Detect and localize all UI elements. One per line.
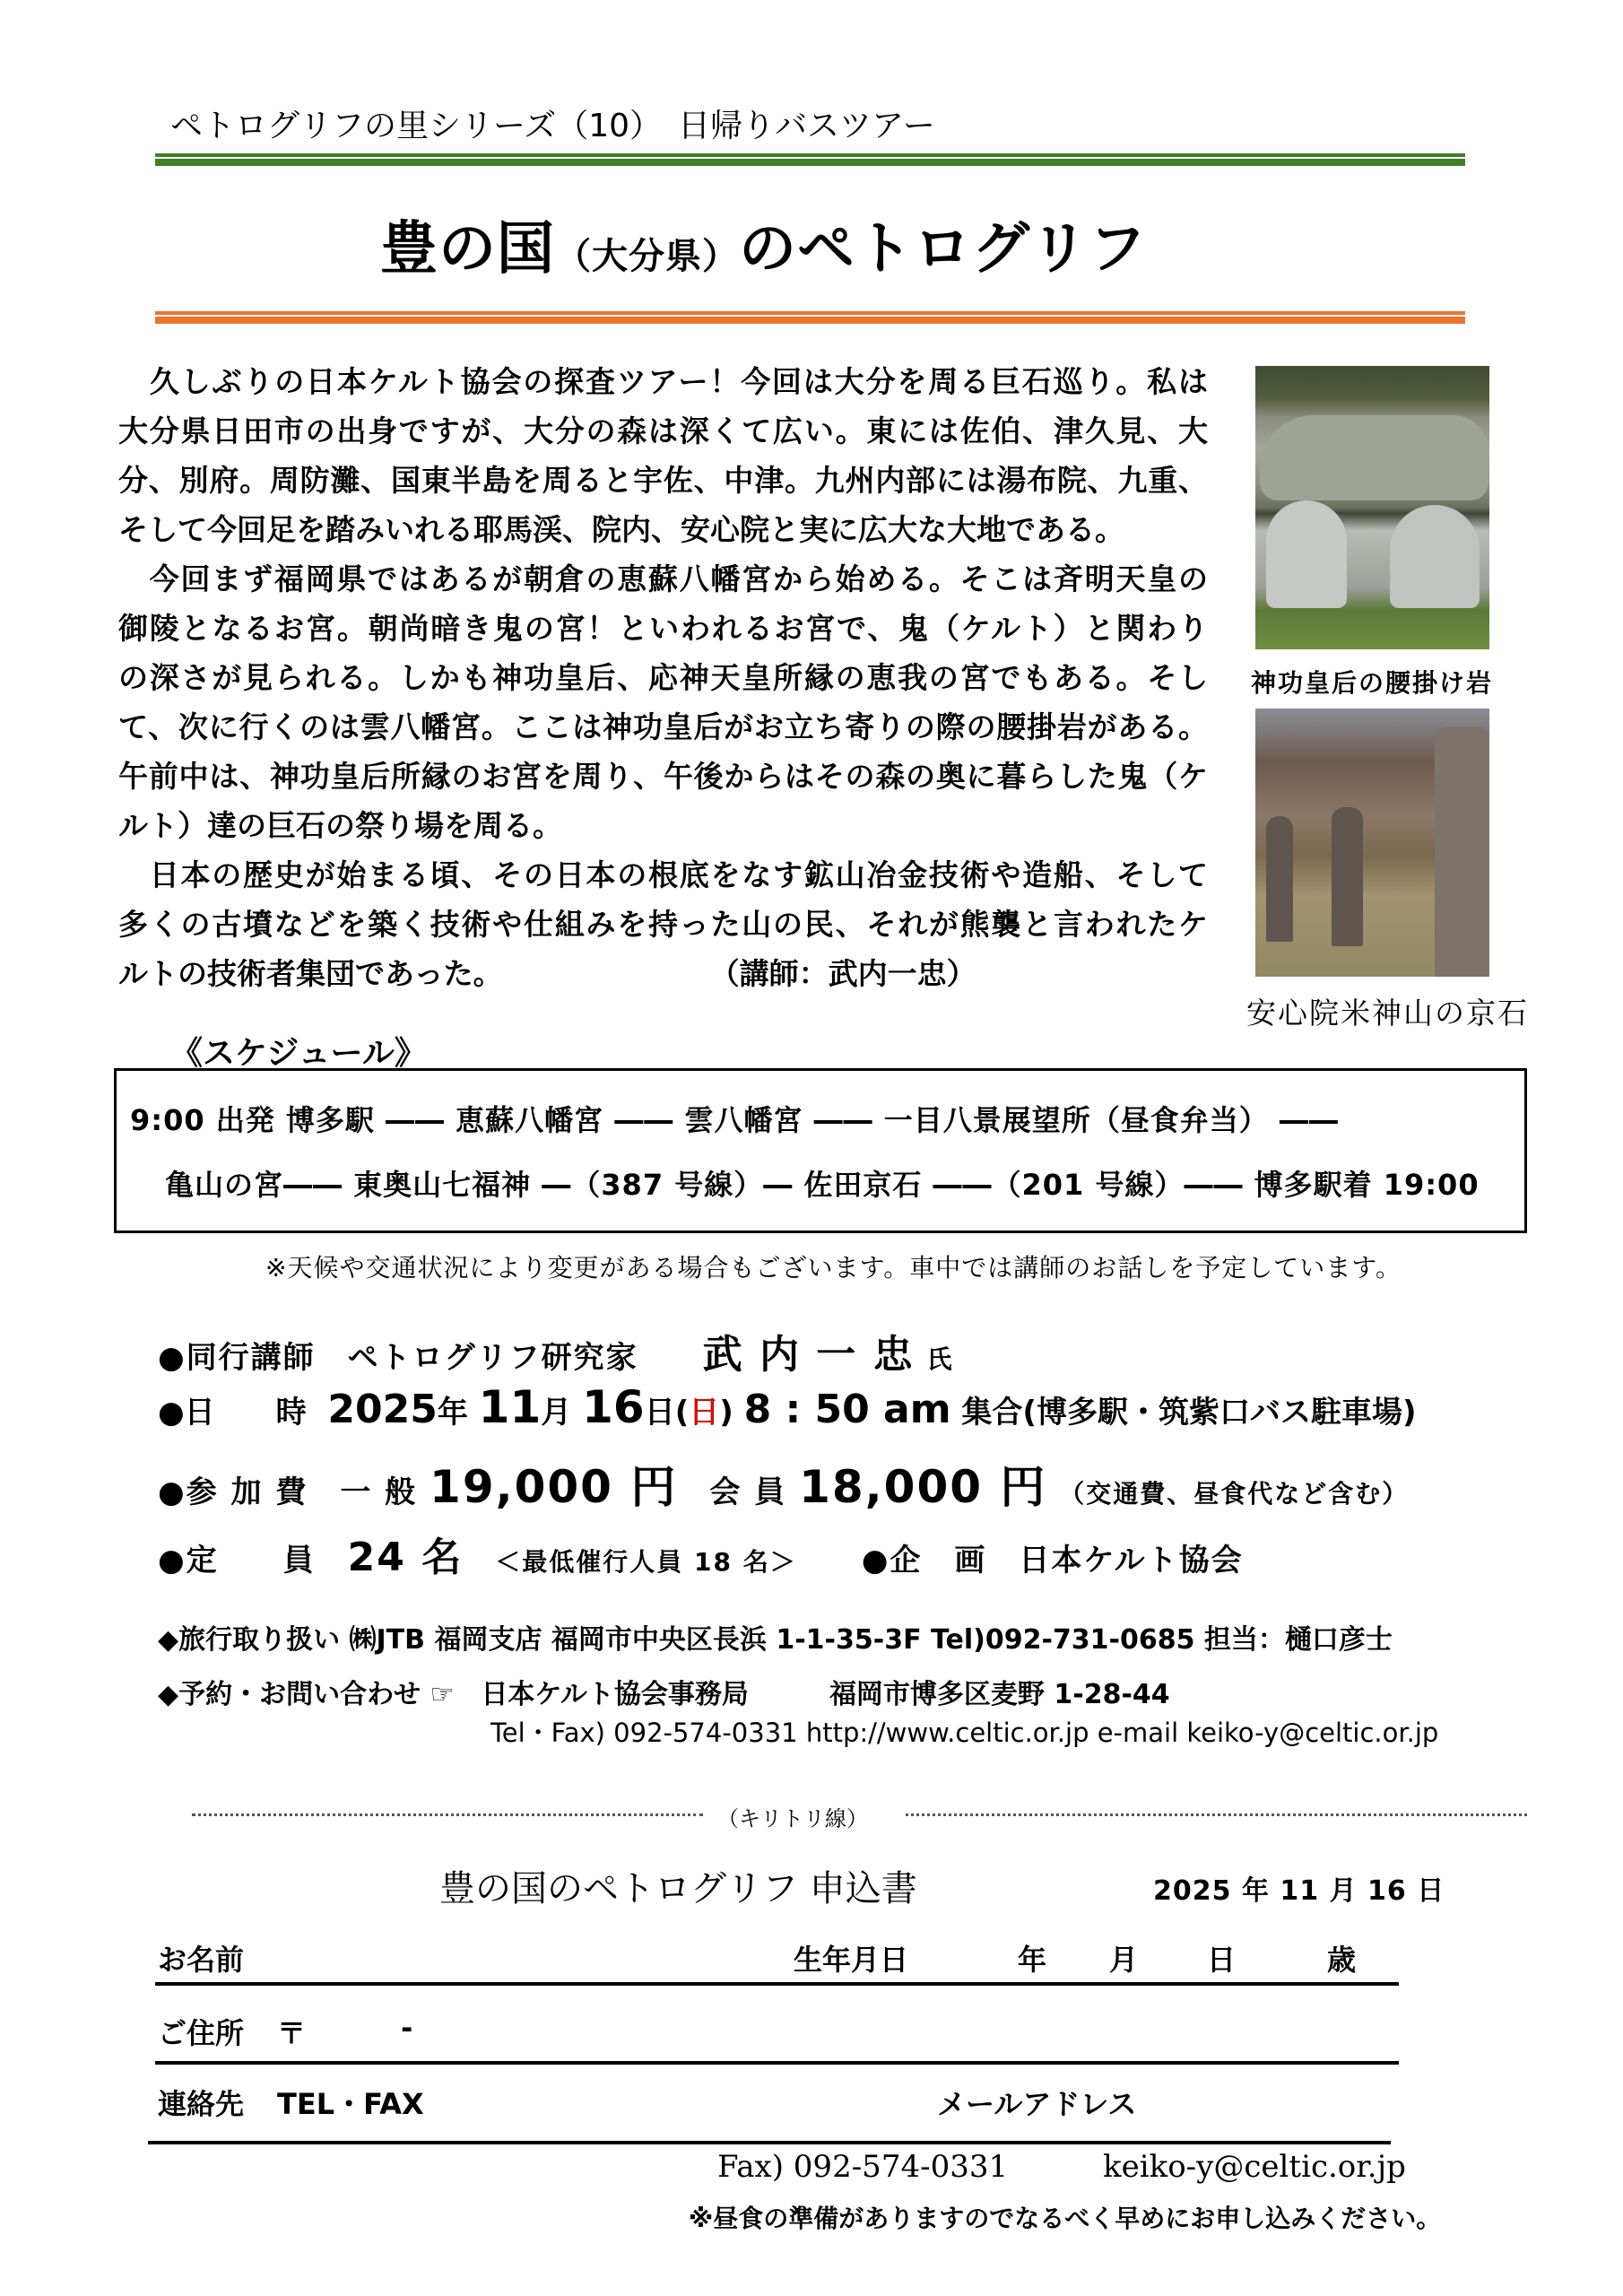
intro-line: 多くの古墳などを築く技術や仕組みを持った山の民、それが熊襲と言われたケ — [118, 907, 1208, 942]
contact-field-line[interactable] — [148, 2141, 1391, 2144]
lecturer-name: 武 内 一 忠 — [702, 1332, 915, 1378]
general-fee: 19,000 円 — [430, 1461, 678, 1513]
cut-line — [192, 1813, 703, 1816]
date-day: 16 — [582, 1381, 645, 1433]
schedule-note: ※天候や交通状況により変更がある場合もございます。車中では講師のお話しを予定しています。 — [265, 1253, 1402, 1283]
green-divider-thick — [155, 159, 1465, 166]
meeting-place: (博多駅・筑紫口バス駐車場) — [1022, 1395, 1417, 1431]
year-label: 年 — [1018, 1943, 1047, 1977]
page-title — [380, 203, 1147, 285]
travel-agent: ◆旅行取り扱い ㈱JTB 福岡支店 福岡市中央区長浜 1-1-35-3F Tel)092-731-0685 担当：樋口彦士 — [158, 1624, 1393, 1656]
intro-line: 大分県日田市の出身ですが、大分の森は深くて広い。東には佐伯、津久見、大 — [118, 413, 1209, 448]
label: ●参 加 費 — [158, 1474, 308, 1510]
weekday: 日 — [689, 1395, 720, 1431]
unit: 日 — [644, 1395, 675, 1431]
fee-type: 一 般 — [340, 1474, 418, 1510]
lecturer-row — [158, 1322, 954, 1379]
honorific: 氏 — [926, 1344, 954, 1374]
green-divider — [155, 153, 1465, 157]
series-subtitle: ペトログリフの里シリーズ（10） 日帰りバスツアー — [170, 108, 935, 144]
form-note: ※昼食の準備がありますのでなるべく早めにお申し込みください。 — [689, 2204, 1442, 2233]
month-label: 月 — [1109, 1943, 1139, 1977]
orange-divider-thick — [155, 317, 1465, 324]
intro-line: 午前中は、神功皇后所縁のお宮を周り、午後からはその森の奥に暮らした鬼（ケ — [118, 759, 1208, 794]
fee-type: 会 員 — [709, 1474, 787, 1510]
office: 日本ケルト協会事務局 — [481, 1679, 749, 1710]
photo-detail — [1266, 816, 1293, 942]
intro-line: 日本の歴史が始まる頃、その日本の根底をなす鉱山冶金技術や造船、そして — [118, 857, 1208, 892]
label: ●企 画 — [861, 1543, 987, 1578]
label: ●日 時 — [158, 1395, 307, 1431]
unit: 月 — [541, 1395, 572, 1431]
photo-detail — [1332, 807, 1363, 946]
telfax-label: TEL・FAX — [277, 2087, 424, 2121]
day-label: 日 — [1207, 1943, 1237, 1977]
postal-dash: - — [401, 2011, 413, 2045]
inquiry-row — [158, 1672, 1170, 1711]
form-fax: Fax) 092-574-0331 — [717, 2149, 1009, 2185]
pointing-hand-icon: ☞ — [430, 1679, 455, 1710]
schedule-line: 亀山の宮―― 東奥山七福神 ―（387 号線）― 佐田京石 ――（201 号線）―― 博多駅着 19:00 — [165, 1168, 1480, 1202]
date-year: 2025 — [327, 1387, 438, 1432]
intro-line: そして今回足を踏みいれる耶馬渓、院内、安心院と実に広大な大地である。 — [118, 512, 1124, 547]
paren: ) — [719, 1395, 733, 1431]
label: ●定 員 — [158, 1543, 316, 1578]
birth-label: 生年月日 — [794, 1943, 909, 1977]
orange-divider — [155, 311, 1465, 315]
photo-detail — [1390, 505, 1480, 608]
capacity: 24 名 — [347, 1535, 464, 1580]
form-email: keiko-y@celtic.or.jp — [1103, 2149, 1406, 2185]
intro-line: ルト）達の巨石の祭り場を周る。 — [118, 808, 562, 843]
title-part: のペトログリフ — [739, 216, 1147, 283]
min-people: ＜最低催行人員 18 名＞ — [495, 1547, 797, 1577]
schedule-line: 9:00 出発 博多駅 ―― 恵蘇八幡宮 ―― 雲八幡宮 ―― 一目八景展望所（昼食弁当） ―― — [130, 1103, 1339, 1137]
meeting-time: 8 : 50 am — [743, 1387, 951, 1432]
date-row — [158, 1381, 1417, 1433]
contact-label: 連絡先 — [158, 2087, 245, 2121]
name-label: お名前 — [158, 1943, 245, 1977]
postal-mark: 〒 — [277, 2016, 307, 2050]
age-label: 歳 — [1327, 1943, 1357, 1977]
title-part: （大分県） — [555, 236, 739, 277]
intro-line: 久しぶりの日本ケルト協会の探査ツアー！今回は大分を周る巨石巡り。私は — [118, 364, 1208, 399]
address-field-line[interactable] — [155, 2061, 1399, 2065]
photo-kyoishi — [1255, 709, 1489, 977]
photo-caption: 神功皇后の腰掛け岩 — [1251, 668, 1494, 698]
address-label: ご住所 — [158, 2016, 245, 2050]
date-month: 11 — [478, 1381, 542, 1433]
photo-caption: 安心院米神山の京石 — [1246, 996, 1529, 1031]
title-part: 豊の国 — [380, 216, 555, 283]
intro-line: の深さが見られる。しかも神功皇后、応神天皇所縁の恵我の宮でもある。そし — [118, 660, 1208, 695]
form-title: 豊の国のペトログリフ 申込書 — [439, 1868, 917, 1909]
photo-detail — [1266, 500, 1347, 608]
cut-line — [906, 1813, 1527, 1816]
contact-details: Tel・Fax) 092-574-0331 http://www.celtic.or.jp e-mail keiko-y@celtic.or.jp — [490, 1718, 1439, 1748]
intro-line: 今回まず福岡県ではあるが朝倉の恵蘇八幡宮から始める。そこは斉明天皇の — [118, 561, 1209, 596]
fee-row — [158, 1451, 1409, 1516]
photo-stone-seat — [1255, 366, 1489, 649]
photo-detail — [1435, 726, 1489, 977]
label: ◆予約・お問い合わせ — [158, 1679, 421, 1710]
schedule-box — [114, 1068, 1527, 1233]
intro-line: 御陵となるお宮。朝尚暗き鬼の宮！といわれるお宮で、鬼（ケルト）と関わり — [118, 611, 1208, 646]
unit: 年 — [437, 1395, 468, 1431]
fee-note: （交通費、昼食代など含む） — [1059, 1479, 1410, 1509]
photo-detail — [1260, 415, 1488, 500]
form-date: 2025 年 11 月 16 日 — [1153, 1875, 1445, 1907]
name-field-line[interactable] — [155, 1982, 1399, 1986]
member-fee: 18,000 円 — [799, 1461, 1047, 1513]
label: ●同行講師 — [158, 1340, 316, 1376]
organizer: 日本ケルト協会 — [1019, 1543, 1244, 1578]
intro-text — [118, 357, 1208, 998]
address: 福岡市博多区麦野 1-28-44 — [829, 1679, 1170, 1710]
lecturer-title: ペトログリフ研究家 — [347, 1340, 638, 1376]
intro-line: 分、別府。周防灘、国東半島を周ると宇佐、中津。九州内部には湯布院、九重、 — [118, 463, 1208, 498]
intro-line: ルトの技術者集団であった。 （講師：武内一忠） — [118, 956, 976, 991]
paren: ( — [674, 1395, 690, 1431]
intro-line: て、次に行くのは雲八幡宮。ここは神功皇后がお立ち寄りの際の腰掛岩がある。 — [118, 709, 1208, 744]
cut-label: （キリトリ線） — [717, 1806, 868, 1831]
assembly: 集合 — [961, 1395, 1023, 1431]
capacity-row — [158, 1525, 1244, 1582]
email-label: メールアドレス — [937, 2087, 1137, 2121]
schedule-heading: 《スケジュール》 — [170, 1035, 427, 1072]
